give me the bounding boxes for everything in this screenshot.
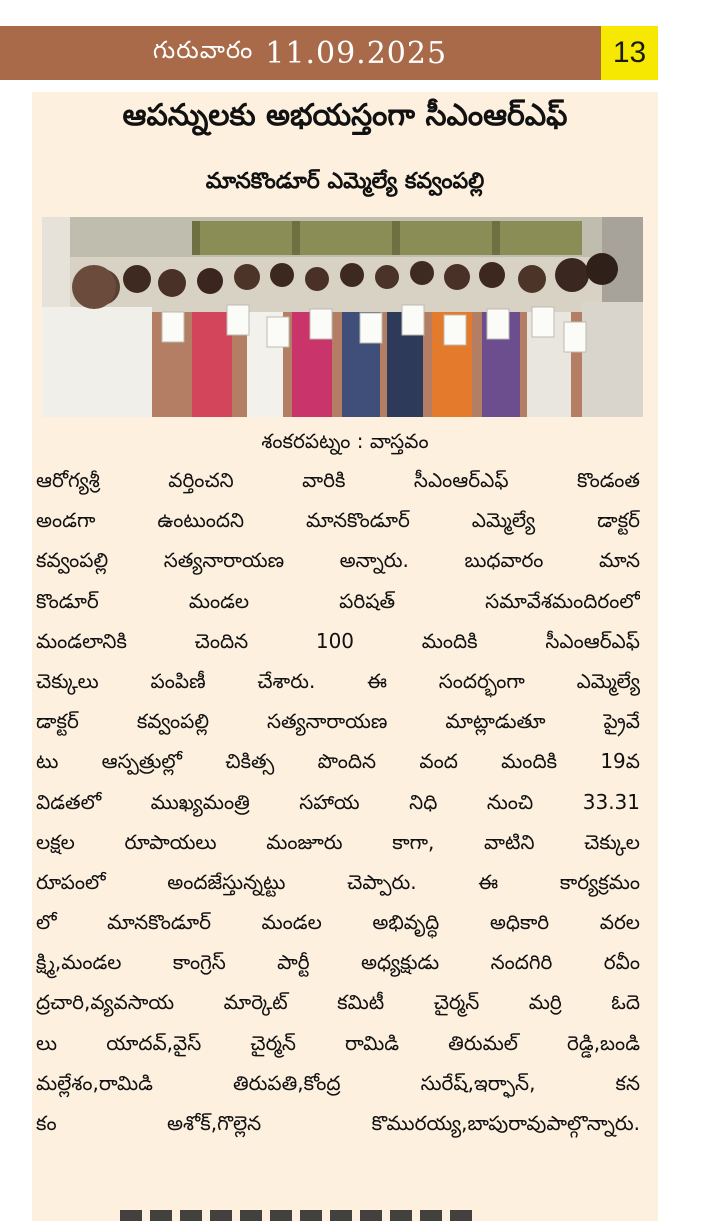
- body-line: విడతలో ముఖ్యమంత్రి సహాయ నిధి నుంచి 33.31: [36, 789, 640, 814]
- crowd-holding-cheques-photo: [42, 217, 643, 417]
- article-subheadline: మానకొండూర్ ఎమ్మెల్యే కవ్వంపల్లి: [205, 169, 485, 194]
- body-line: కం అశోక్,గొల్లెన కొమురయ్య,బాపురావుపాల్గొన్నారు.: [36, 1111, 640, 1135]
- news-article: [32, 92, 658, 1221]
- article-headline: ఆపన్నులకు అభయస్తంగా సీఎంఆర్ఎఫ్: [122, 98, 568, 133]
- body-line: లో మానకొండూర్ మండల అభివృద్ధి అధికారి వరల: [36, 910, 640, 935]
- body-line: మల్లేశం,రామిడి తిరుపతి,కోంద్ర సురేష్,ఇర్ఫాన్, కన: [36, 1070, 640, 1095]
- body-line: లక్షల రూపాయలు మంజూరు కాగా, వాటిని చెక్కుల: [36, 829, 640, 854]
- issue-date-value: 11.09.2025: [265, 35, 448, 71]
- article-photo: [42, 217, 643, 417]
- page-number-badge: 13: [601, 26, 658, 80]
- body-line: మండలానికి చెందిన 100 మందికి సీఎంఆర్ఎఫ్: [36, 628, 640, 653]
- article-body: [36, 460, 640, 1143]
- body-line: క్ష్మి,మండల కాంగ్రెస్ పార్టీ అధ్యక్షుడు నందగిరి రవీం: [36, 950, 640, 975]
- next-article-heading-fragment: [120, 1210, 480, 1221]
- body-line: ద్రచారి,వ్యవసాయ మార్కెట్ కమిటీ చైర్మన్ మర్రి ఓదె: [36, 990, 640, 1015]
- body-line: లు యాదవ్,వైస్ చైర్మన్ రామిడి తిరుమల్ రెడ్డి,బండి: [36, 1030, 640, 1055]
- issue-date: [0, 26, 600, 80]
- body-line: కొండూర్ మండల పరిషత్ సమావేశమందిరంలో: [36, 588, 640, 613]
- body-line: టు ఆస్పత్రుల్లో చికిత్స పొందిన వంద మందికి 19వ: [36, 749, 640, 774]
- body-line: చెక్కులు పంపిణీ చేశారు. ఈ సందర్భంగా ఎమ్మెల్యే: [36, 668, 640, 693]
- body-line: అండగా ఉంటుందని మానకొండూర్ ఎమ్మెల్యే డాక్టర్: [36, 508, 640, 533]
- body-line: ఆరోగ్యశ్రీ వర్తించని వారికి సీఎంఆర్ఎఫ్ కొండంత: [36, 468, 640, 492]
- issue-day: గురువారం: [152, 36, 254, 64]
- article-dateline: శంకరపట్నం : వాస్తవం: [261, 429, 429, 453]
- body-line: రూపంలో అందజేస్తున్నట్టు చెప్పారు. ఈ కార్యక్రమం: [36, 869, 640, 894]
- body-line: కవ్వంపల్లి సత్యనారాయణ అన్నారు. బుధవారం మాన: [36, 548, 640, 573]
- body-line: డాక్టర్ కవ్వంపల్లి సత్యనారాయణ మాట్లాడుతూ ప్రైవే: [36, 709, 640, 734]
- newspaper-header-bar: [0, 26, 658, 80]
